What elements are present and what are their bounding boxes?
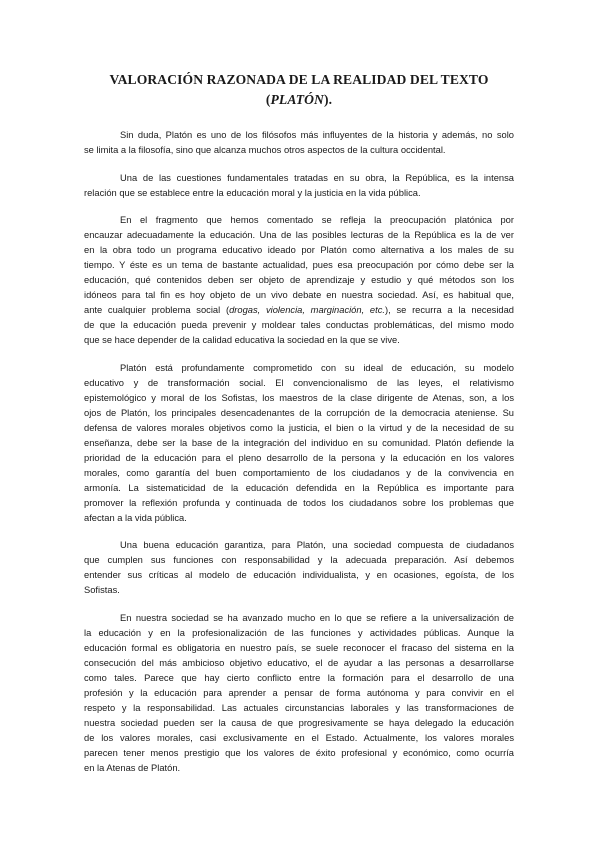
paragraph-line: prioridad de la educación para el pleno desarrollo de la persona y la educación en los valores: [84, 452, 514, 463]
paragraph-line: como tales. Parece que hay cierto conflicto entre la formación para el desarrollo de una: [84, 672, 514, 683]
paragraph-line: profesión y la educación para aprender a pensar de forma autónoma y para convivir en el: [84, 687, 514, 698]
paragraph-line: de los valores morales, casi exclusivamente en el Estado. Actualmente, los valores morales: [84, 732, 514, 743]
paragraph-line: epistemológico y moral de los Sofistas, los maestros de la clase dirigente de Atenas, son, a los: [84, 392, 514, 403]
paragraph-line: se limita a la filosofía, sino que alcanza muchos otros aspectos de la cultura occidental.: [84, 145, 446, 155]
paragraph-5: [84, 538, 514, 598]
title-line-2: [266, 92, 332, 107]
paragraph-line: nuestra sociedad pueden ser la causa de que progresivamente se haya delegado la educación: [84, 717, 514, 728]
paragraph-line: tiempo. Y éste es un tema de bastante actualidad, pues esa preocupación por cómo debe ser la: [84, 260, 514, 270]
paragraph-3: [84, 213, 514, 348]
paragraph-line-start: ante cualquier problema social (: [84, 305, 230, 315]
paragraph-line: idóneos para tal fin es hoy objeto de un vivo debate en nuestra sociedad. Así, es habitual que,: [84, 290, 514, 300]
paragraph-2: [84, 171, 514, 201]
paragraph-line: educativo y de transformación social. El convencionalismo de las leyes, el relativismo: [84, 377, 514, 388]
paragraph-line: Platón está profundamente comprometido con su ideal de educación, su modelo: [120, 362, 514, 373]
paragraph-line: En nuestra sociedad se ha avanzado mucho en lo que se refiere a la universalización de: [120, 612, 514, 623]
paragraph-line: enseñanza, debe ser la base de la integración del individuo en su comunidad. Platón defiende la: [84, 437, 514, 448]
paragraph-line: armonía. La sistematicidad de la educación defendida en la República es importante para: [84, 482, 514, 493]
paragraph-1: [84, 128, 514, 158]
title-close-paren: ).: [323, 92, 333, 107]
paragraph-6: [84, 611, 514, 776]
paragraph-line: entender sus críticas al modelo de educación individualista, y en ocasiones, egoísta, de los: [84, 570, 514, 580]
title-open-paren: (: [265, 92, 271, 107]
italic-examples: drogas, violencia, marginación, etc.: [229, 305, 385, 315]
paragraph-line: en la Atenas de Platón.: [84, 762, 181, 773]
paragraph-line: afectan a la vida pública.: [84, 512, 187, 523]
paragraph-line: morales, como garantía del buen comportamiento de los ciudadanos y de la convivencia en: [84, 467, 514, 478]
paragraph-line: respeto y la responsabilidad. Las actuales circunstancias laborales y las transformaciones de: [84, 702, 514, 713]
paragraph-line: Sin duda, Platón es uno de los filósofos más influyentes de la historia y además, no solo: [120, 130, 514, 140]
paragraph-line: consecución del más ambicioso objetivo educativo, el de ayudar a las personas a desarrollarse: [84, 657, 514, 668]
paragraph-line: Sofistas.: [84, 585, 120, 595]
document-title: [84, 70, 514, 110]
paragraph-line: En el fragmento que hemos comentado se refleja la preocupación platónica por: [120, 215, 514, 225]
paragraph-line-end: ), se recurra a la necesidad: [385, 305, 514, 315]
paragraph-line: parecen tener menos prestigio que los valores de éxito profesional y económico, como ocurría: [84, 747, 514, 758]
paragraph-4: [84, 361, 514, 526]
paragraph-line: la educación y en la profesionalización de las funciones y actividades públicas. Aunque la: [84, 627, 514, 638]
paragraph-line: promover la reflexión profunda y continuada de todos los ciudadanos sobre los problemas que: [84, 497, 514, 508]
paragraph-line: que se hace depender de la calidad educativa la sociedad en la que se vive.: [84, 335, 400, 345]
paragraph-line: que cumplen sus funciones con responsabilidad y la adecuada preparación. Así debemos: [84, 555, 514, 565]
paragraph-line: ojos de Platón, los principales desencadenantes de la corrupción de la democracia ateniense. Su: [84, 407, 514, 418]
paragraph-line-with-italic: [84, 303, 514, 318]
document-page: [84, 70, 514, 788]
paragraph-line: Una de las cuestiones fundamentales tratadas en su obra, la República, es la intensa: [120, 172, 514, 183]
paragraph-line: de que la educación pueda prevenir y moldear tales conductas problemáticas, del mismo modo: [84, 320, 514, 330]
title-line-1: VALORACIÓN RAZONADA DE LA REALIDAD DEL TEXTO: [109, 72, 489, 87]
paragraph-line: educación, qué contenidos deben ser objeto de aprendizaje y estudio y qué métodos son los: [84, 275, 514, 285]
paragraph-line: defensa de valores morales objetivos como la justicia, el bien o la virtud y de la necesidad de su: [84, 422, 514, 433]
paragraph-line: educación formal es obligatoria en nuestro país, se suele reconocer el fracaso del sistema en la: [84, 642, 514, 653]
paragraph-line: encauzar adecuadamente la educación. Una de las posibles lecturas de la República es la de ver: [84, 230, 514, 240]
paragraph-line: Una buena educación garantiza, para Platón, una sociedad compuesta de ciudadanos: [120, 540, 514, 550]
paragraph-line: en la obra todo un programa educativo ideado por Platón como alternativa a los males de su: [84, 245, 514, 255]
title-author-name: PLATÓN: [270, 92, 324, 107]
paragraph-line: relación que se establece entre la educación moral y la justicia en la vida pública.: [84, 187, 421, 198]
